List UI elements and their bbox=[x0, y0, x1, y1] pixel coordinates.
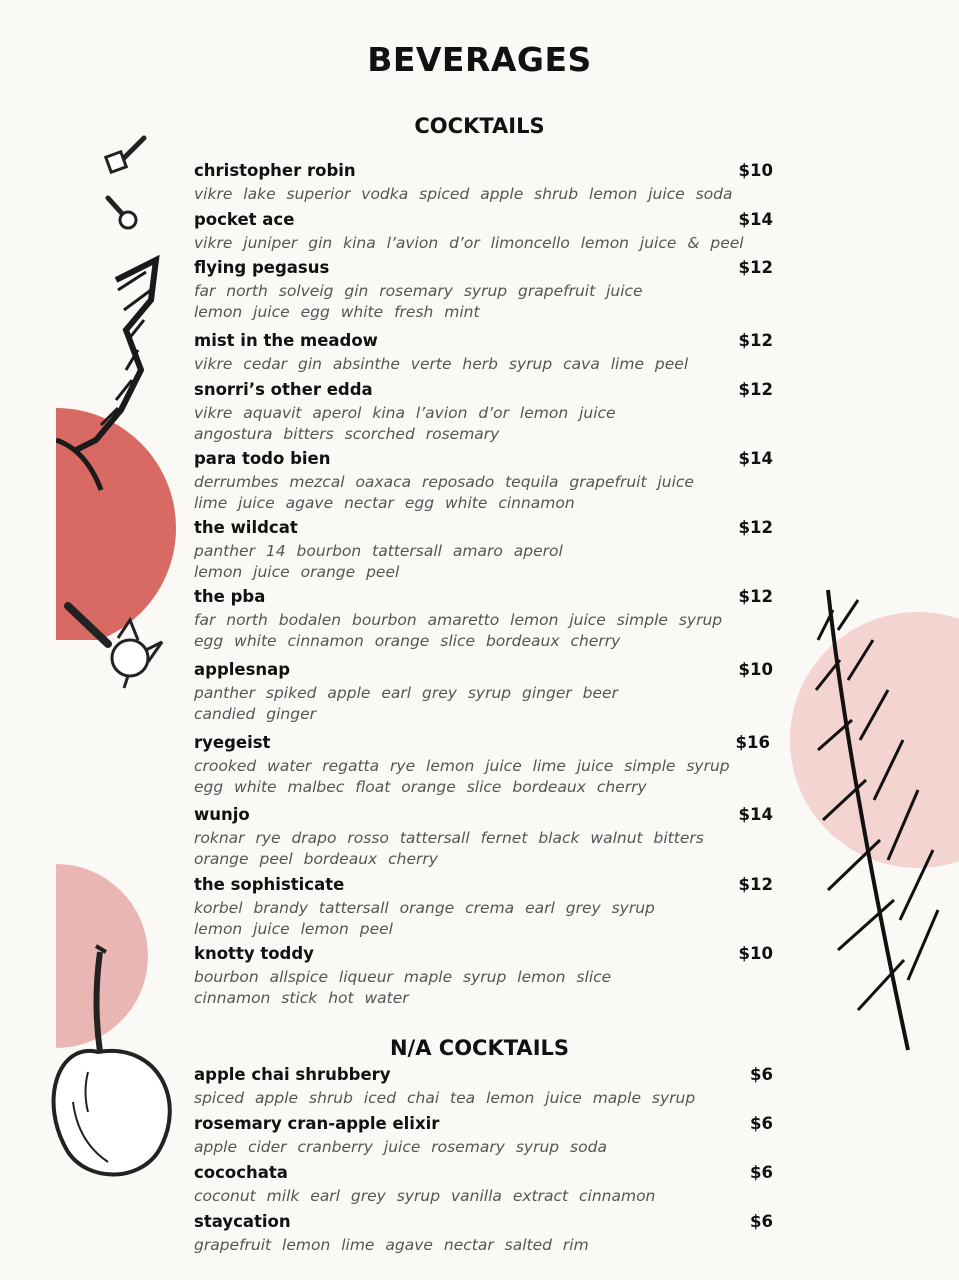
page-title: BEVERAGES bbox=[367, 40, 592, 79]
item-description: candied ginger bbox=[194, 705, 317, 723]
item-description: panther 14 bourbon tattersall amaro aperol bbox=[194, 542, 563, 560]
item-description: lemon juice lemon peel bbox=[194, 920, 393, 938]
item-price: $12 bbox=[738, 258, 773, 277]
item-price: $6 bbox=[750, 1212, 773, 1231]
section-heading-na-cocktails: N/A COCKTAILS bbox=[389, 1036, 570, 1060]
menu-item bbox=[194, 1211, 794, 1256]
item-description: spiced apple shrub iced chai tea lemon juice maple syrup bbox=[194, 1089, 696, 1107]
item-name: the sophisticate bbox=[194, 875, 345, 894]
item-price: $10 bbox=[738, 944, 773, 963]
item-price: $12 bbox=[738, 380, 773, 399]
item-price: $12 bbox=[738, 587, 773, 606]
item-description: cinnamon stick hot water bbox=[194, 989, 409, 1007]
item-description: korbel brandy tattersall orange crema earl grey syrup bbox=[194, 899, 655, 917]
item-name: staycation bbox=[194, 1212, 291, 1231]
item-price: $12 bbox=[738, 518, 773, 537]
item-name: pocket ace bbox=[194, 210, 295, 229]
menu-item bbox=[194, 209, 794, 254]
item-description: lime juice agave nectar egg white cinnamon bbox=[194, 494, 575, 512]
menu-item bbox=[194, 1064, 794, 1109]
item-name: para todo bien bbox=[194, 449, 331, 468]
item-name: snorri’s other edda bbox=[194, 380, 373, 399]
item-description: angostura bitters scorched rosemary bbox=[194, 425, 500, 443]
item-name: wunjo bbox=[194, 805, 250, 824]
item-description: crooked water regatta rye lemon juice lime juice simple syrup bbox=[194, 757, 730, 775]
clove-icon bbox=[100, 132, 160, 242]
item-price: $12 bbox=[738, 331, 773, 350]
item-description: vikre cedar gin absinthe verte herb syrup cava lime peel bbox=[194, 355, 689, 373]
menu-item bbox=[194, 448, 794, 514]
item-price: $10 bbox=[738, 161, 773, 180]
orange-peel-circle-icon bbox=[56, 240, 186, 640]
menu-item bbox=[194, 659, 794, 725]
item-price: $6 bbox=[750, 1065, 773, 1084]
item-price: $14 bbox=[738, 210, 773, 229]
clove-flower-icon bbox=[58, 598, 168, 690]
menu-item bbox=[194, 732, 794, 798]
cherry-icon bbox=[48, 862, 208, 1188]
item-price: $6 bbox=[750, 1114, 773, 1133]
item-name: christopher robin bbox=[194, 161, 356, 180]
menu-item bbox=[194, 330, 794, 375]
pink-circle-rosemary-icon bbox=[788, 570, 959, 1070]
item-description: grapefruit lemon lime agave nectar salted rim bbox=[194, 1236, 589, 1254]
menu-item bbox=[194, 160, 794, 205]
item-description: apple cider cranberry juice rosemary syrup soda bbox=[194, 1138, 607, 1156]
item-name: cocochata bbox=[194, 1163, 288, 1182]
item-description: roknar rye drapo rosso tattersall fernet black walnut bitters bbox=[194, 829, 704, 847]
item-description: lemon juice orange peel bbox=[194, 563, 400, 581]
item-name: applesnap bbox=[194, 660, 291, 679]
item-name: mist in the meadow bbox=[194, 331, 378, 350]
item-description: vikre lake superior vodka spiced apple shrub lemon juice soda bbox=[194, 185, 733, 203]
menu-item bbox=[194, 586, 794, 652]
menu-item bbox=[194, 943, 794, 1009]
item-description: orange peel bordeaux cherry bbox=[194, 850, 438, 868]
item-description: egg white cinnamon orange slice bordeaux cherry bbox=[194, 632, 621, 650]
menu-item bbox=[194, 517, 794, 583]
menu-item bbox=[194, 1162, 794, 1207]
menu-item bbox=[194, 1113, 794, 1158]
item-description: far north bodalen bourbon amaretto lemon juice simple syrup bbox=[194, 611, 723, 629]
menu-item bbox=[194, 804, 794, 870]
item-description: lemon juice egg white fresh mint bbox=[194, 303, 480, 321]
menu-item bbox=[194, 379, 794, 445]
menu-item bbox=[194, 257, 794, 323]
item-description: vikre aquavit aperol kina l’avion d’or lemon juice bbox=[194, 404, 616, 422]
item-name: apple chai shrubbery bbox=[194, 1065, 391, 1084]
item-description: far north solveig gin rosemary syrup grapefruit juice bbox=[194, 282, 643, 300]
item-description: derrumbes mezcal oaxaca reposado tequila grapefruit juice bbox=[194, 473, 694, 491]
item-price: $6 bbox=[750, 1163, 773, 1182]
item-price: $16 bbox=[735, 733, 770, 752]
item-price: $10 bbox=[738, 660, 773, 679]
item-name: the pba bbox=[194, 587, 266, 606]
item-price: $14 bbox=[738, 449, 773, 468]
section-heading-cocktails: COCKTAILS bbox=[414, 114, 545, 138]
item-description: vikre juniper gin kina l’avion d’or limoncello lemon juice & peel bbox=[194, 234, 744, 252]
item-name: flying pegasus bbox=[194, 258, 330, 277]
item-description: coconut milk earl grey syrup vanilla extract cinnamon bbox=[194, 1187, 656, 1205]
menu-item bbox=[194, 874, 794, 940]
item-name: ryegeist bbox=[194, 733, 271, 752]
item-price: $12 bbox=[738, 875, 773, 894]
item-name: knotty toddy bbox=[194, 944, 314, 963]
item-description: bourbon allspice liqueur maple syrup lemon slice bbox=[194, 968, 612, 986]
item-name: the wildcat bbox=[194, 518, 298, 537]
item-name: rosemary cran-apple elixir bbox=[194, 1114, 440, 1133]
item-description: panther spiked apple earl grey syrup ginger beer bbox=[194, 684, 618, 702]
item-description: egg white malbec float orange slice bordeaux cherry bbox=[194, 778, 647, 796]
item-price: $14 bbox=[738, 805, 773, 824]
